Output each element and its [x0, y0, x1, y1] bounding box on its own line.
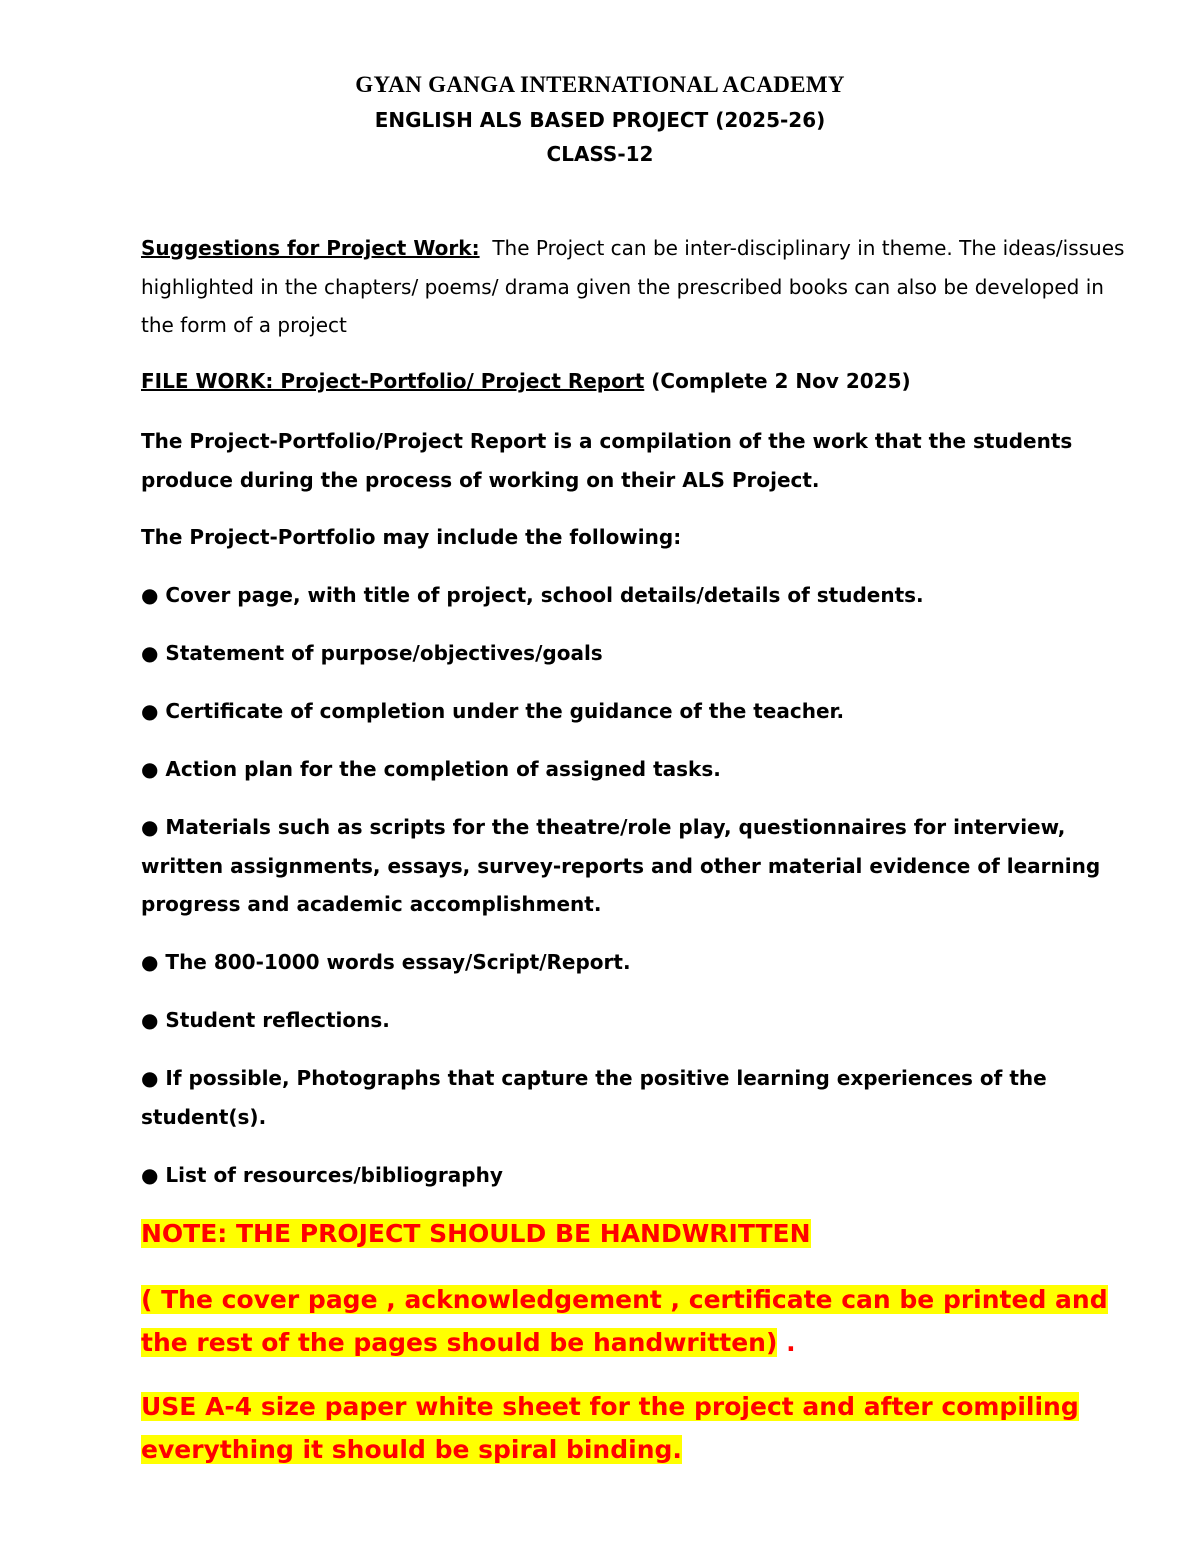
list-item: ● If possible, Photographs that capture the positive learning experiences of the student(s). — [141, 1066, 1047, 1129]
paper-binding-note — [141, 1385, 1141, 1471]
bullet-icon: ● — [141, 1066, 159, 1090]
bullet-icon: ● — [141, 1163, 159, 1187]
class-title: CLASS-12 — [546, 142, 654, 166]
note-handwritten-text: NOTE: THE PROJECT SHOULD BE HANDWRITTEN — [141, 1219, 811, 1248]
note-printing-text: ( The cover page , acknowledgement , certificate can be printed and the rest of the pages should be handwritten) — [141, 1285, 1108, 1357]
bullet-icon: ● — [141, 583, 159, 607]
handwritten-note — [141, 1214, 1141, 1254]
school-name: GYAN GANGA INTERNATIONAL ACADEMY — [355, 72, 845, 97]
list-item: ● Cover page, with title of project, school details/details of students. — [141, 583, 924, 607]
list-item: ● List of resources/bibliography — [141, 1163, 503, 1187]
bullet-icon: ● — [141, 815, 159, 839]
bullet-icon: ● — [141, 950, 159, 974]
suggestions-paragraph — [141, 229, 1131, 345]
project-title: ENGLISH ALS BASED PROJECT (2025-26) — [374, 108, 826, 132]
list-item: ● Certificate of completion under the guidance of the teacher. — [141, 699, 845, 723]
file-work-heading — [141, 365, 1131, 397]
list-item: ● Action plan for the completion of assigned tasks. — [141, 757, 721, 781]
note-paper-text: USE A-4 size paper white sheet for the project and after compiling everything it should be spiral binding. — [141, 1392, 1079, 1464]
suggestions-text: The Project can be inter-disciplinary in theme. The ideas/issues highlighted in the chapters/ poems/ drama given the prescribed books can also be developed in the form of a project — [141, 236, 1125, 337]
bullet-icon: ● — [141, 757, 159, 781]
printing-note — [141, 1278, 1141, 1364]
note-printing-end: . — [777, 1328, 796, 1357]
list-item: ● Materials such as scripts for the theatre/role play, questionnaires for interview, written assignments, essays, survey-reports and other material evidence of learning progress and academic accomplishment. — [141, 815, 1101, 916]
list-item: ● The 800-1000 words essay/Script/Report. — [141, 950, 631, 974]
portfolio-include-heading: The Project-Portfolio may include the following: — [141, 525, 682, 549]
portfolio-intro: The Project-Portfolio/Project Report is a compilation of the work that the students produce during the process of working on their ALS Project. — [141, 429, 1073, 492]
suggestions-label: Suggestions for Project Work: — [141, 236, 480, 260]
file-work-deadline: (Complete 2 Nov 2025) — [651, 369, 911, 393]
list-item: ● Statement of purpose/objectives/goals — [141, 641, 603, 665]
list-item: ● Student reflections. — [141, 1008, 390, 1032]
bullet-icon: ● — [141, 699, 159, 723]
bullet-icon: ● — [141, 1008, 159, 1032]
bullet-icon: ● — [141, 641, 159, 665]
file-work-label: FILE WORK: Project-Portfolio/ Project Report — [141, 369, 645, 393]
